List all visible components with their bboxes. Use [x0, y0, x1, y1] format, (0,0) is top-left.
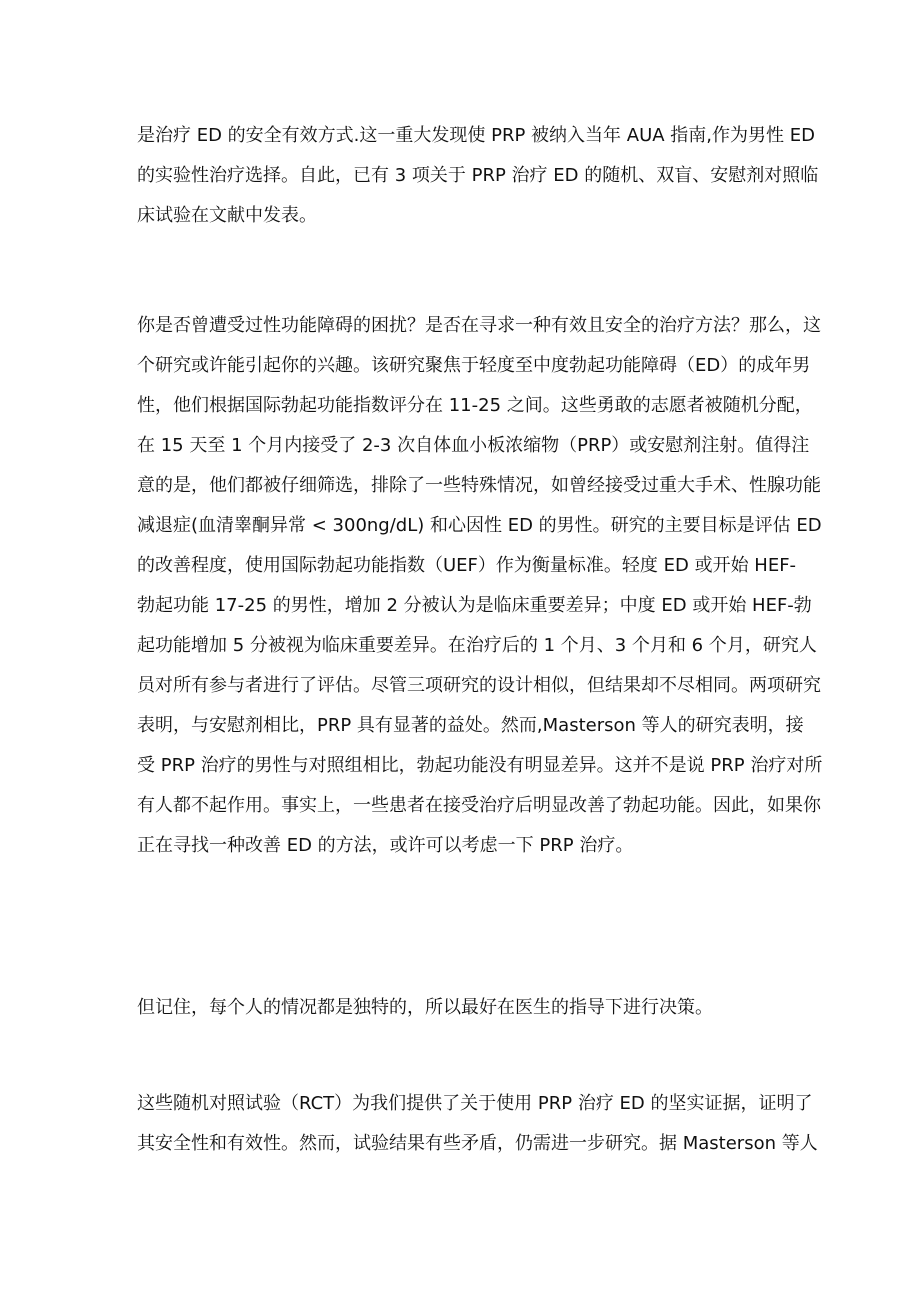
paragraph-4: [137, 1084, 818, 1164]
text-line: 正在寻找一种改善 ED 的方法，或许可以考虑一下 PRP 治疗。: [137, 835, 634, 856]
text-line: 这些随机对照试验（RCT）为我们提供了关于使用 PRP 治疗 ED 的坚实证据，证明了: [137, 1093, 813, 1114]
text-line: 的实验性治疗选择。自此，已有 3 项关于 PRP 治疗 ED 的随机、双盲、安慰剂对照临: [137, 165, 819, 186]
text-line: 其安全性和有效性。然而，试验结果有些矛盾，仍需进一步研究。据 Masterson 等人: [137, 1133, 818, 1154]
text-line: 在 15 天至 1 个月内接受了 2-3 次自体血小板浓缩物（PRP）或安慰剂注射。值得注: [137, 435, 810, 456]
text-line: 性，他们根据国际勃起功能指数评分在 11-25 之间。这些勇敢的志愿者被随机分配，: [137, 395, 813, 416]
text-line: 你是否曾遭受过性功能障碍的困扰？是否在寻求一种有效且安全的治疗方法？那么，这: [137, 315, 821, 336]
text-line: 床试验在文献中发表。: [137, 205, 317, 226]
text-line: 个研究或许能引起你的兴趣。该研究聚焦于轻度至中度勃起功能障碍（ED）的成年男: [137, 355, 811, 376]
text-line: 有人都不起作用。事实上，一些患者在接受治疗后明显改善了勃起功能。因此，如果你: [137, 795, 821, 816]
paragraph-3: [137, 988, 787, 1028]
text-line: 勃起功能 17-25 的男性，增加 2 分被认为是临床重要差异；中度 ED 或开始 HEF-勃: [137, 595, 812, 616]
paragraph-2: [137, 306, 823, 866]
text-line: 表明，与安慰剂相比，PRP 具有显著的益处。然而,Masterson 等人的研究表明，接: [137, 715, 804, 736]
text-line: 起功能增加 5 分被视为临床重要差异。在治疗后的 1 个月、3 个月和 6 个月，研究人: [137, 635, 817, 656]
text-line: 但记住，每个人的情况都是独特的，所以最好在医生的指导下进行决策。: [137, 997, 713, 1018]
text-line: 减退症(血清睾酮异常 < 300ng/dL) 和心因性 ED 的男性。研究的主要目标是评估 ED: [137, 515, 822, 536]
text-line: 员对所有参与者进行了评估。尽管三项研究的设计相似，但结果却不尽相同。两项研究: [137, 675, 821, 696]
text-line: 是治疗 ED 的安全有效方式.这一重大发现使 PRP 被纳入当年 AUA 指南,作为男性 ED: [137, 125, 815, 146]
paragraph-1: [137, 116, 819, 236]
text-line: 受 PRP 治疗的男性与对照组相比，勃起功能没有明显差异。这并不是说 PRP 治疗对所: [137, 755, 823, 776]
text-line: 意的是，他们都被仔细筛选，排除了一些特殊情况，如曾经接受过重大手术、性腺功能: [137, 475, 821, 496]
text-line: 的改善程度，使用国际勃起功能指数（UEF）作为衡量标准。轻度 ED 或开始 HEF-: [137, 555, 797, 576]
